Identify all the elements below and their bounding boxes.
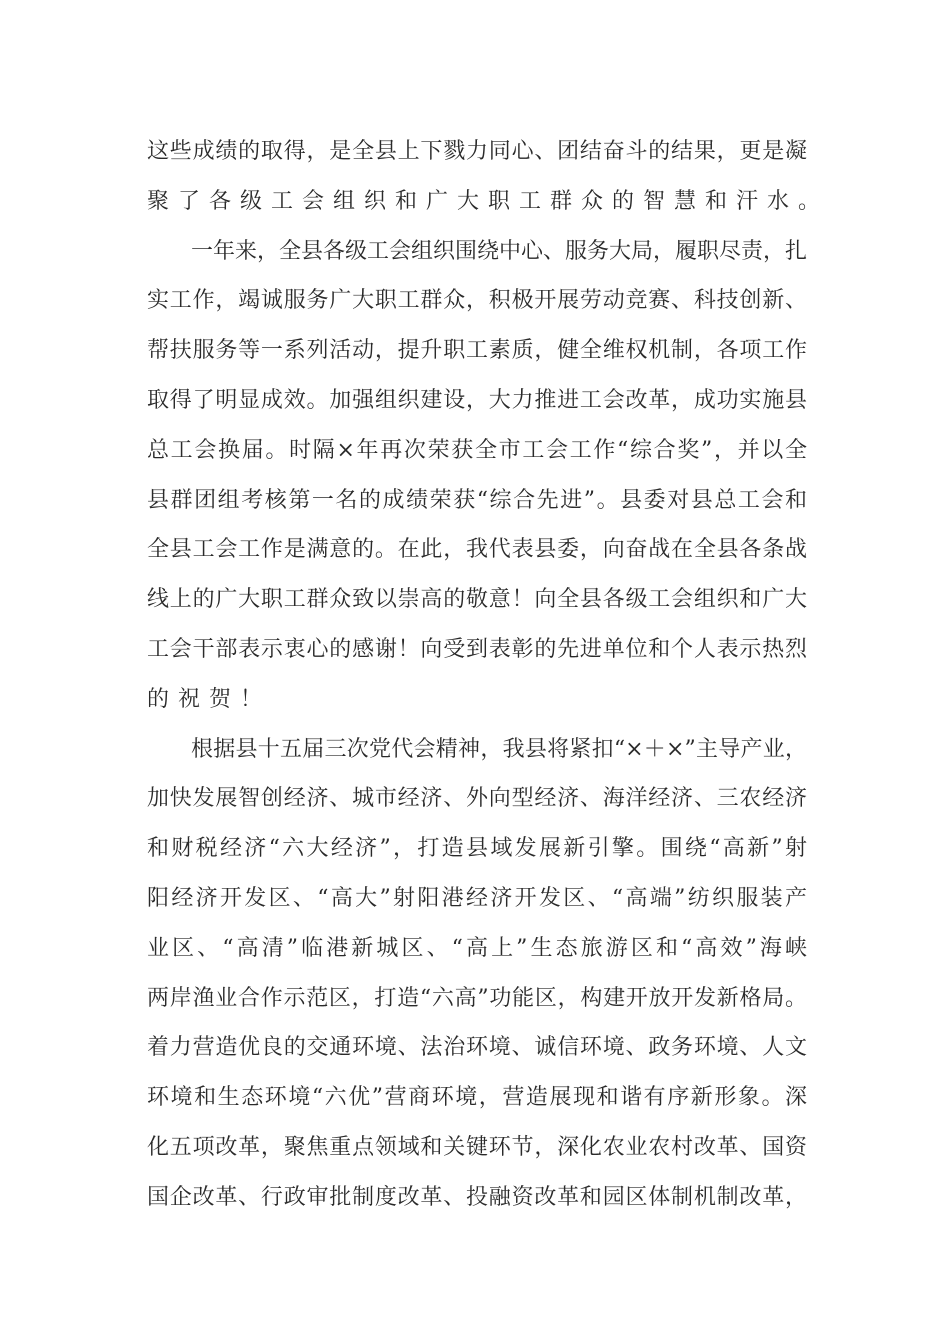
text-line: 县群团组考核第一名的成绩荣获“综合先进”。县委对县总工会和 [147,487,807,513]
text-line: 的祝贺！ [147,686,272,712]
text-line: 阳经济开发区、“高大”射阳港经济开发区、“高端”纺织服装产 [147,885,807,911]
text-line: 取得了明显成效。加强组织建设，大力推进工会改革，成功实施县 [147,387,807,413]
text-line: 实工作，竭诚服务广大职工群众，积极开展劳动竞赛、科技创新、 [147,288,807,314]
text-line: 一年来，全县各级工会组织围绕中心、服务大局，履职尽责，扎 [191,238,808,264]
text-line: 总工会换届。时隔×年再次荣获全市工会工作“综合奖”，并以全 [147,437,807,463]
text-line: 国企改革、行政审批制度改革、投融资改革和园区体制机制改革， [147,1184,807,1210]
text-line: 加快发展智创经济、城市经济、外向型经济、海洋经济、三农经济 [147,786,807,812]
text-line: 根据县十五届三次党代会精神，我县将紧扣“×＋×”主导产业， [191,736,807,762]
text-line: 两岸渔业合作示范区，打造“六高”功能区，构建开放开发新格局。 [147,985,807,1011]
text-line: 着力营造优良的交通环境、法治环境、诚信环境、政务环境、人文 [147,1035,807,1061]
text-line: 和财税经济“六大经济”，打造县域发展新引擎。围绕“高新”射 [147,836,807,862]
text-line: 环境和生态环境“六优”营商环境，营造展现和谐有序新形象。深 [147,1085,807,1111]
text-line: 业区、“高清”临港新城区、“高上”生态旅游区和“高效”海峡 [147,935,807,961]
text-line: 帮扶服务等一系列活动，提升职工素质，健全维权机制，各项工作 [147,338,807,364]
text-line: 全县工会工作是满意的。在此，我代表县委，向奋战在全县各条战 [147,537,807,563]
text-line: 化五项改革，聚焦重点领域和关键环节，深化农业农村改革、国资 [147,1134,807,1160]
text-line: 这些成绩的取得，是全县上下戮力同心、团结奋斗的结果，更是凝 [147,139,807,164]
paragraph [147,238,807,736]
text-line: 线上的广大职工群众致以崇高的敬意！向全县各级工会组织和广大 [147,587,807,613]
paragraph [147,138,830,238]
text-line: 工会干部表示衷心的感谢！向受到表彰的先进单位和个人表示热烈 [147,636,807,662]
text-line: 聚了各级工会组织和广大职工群众的智慧和汗水。 [147,188,830,214]
document-page [147,138,830,1234]
paragraph [147,736,807,1234]
